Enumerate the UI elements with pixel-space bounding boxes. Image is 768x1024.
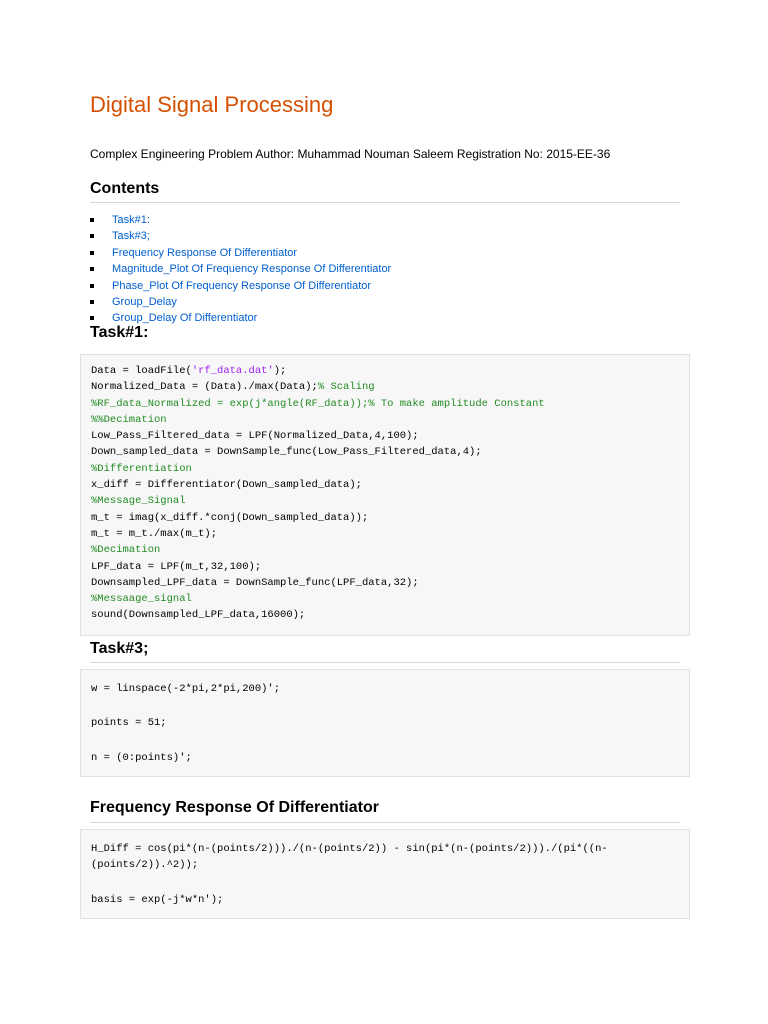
contents-heading: Contents — [90, 180, 160, 197]
code-line: Normalized_Data = (Data)./max(Data);% Scaling — [91, 381, 375, 394]
toc-item[interactable] — [90, 245, 391, 261]
section-heading-task3: Task#3; — [90, 640, 149, 657]
code-line: (points/2)).^2)); — [91, 859, 199, 872]
code-line: m_t = imag(x_diff.*conj(Down_sampled_data)); — [91, 511, 369, 524]
code-comment: %RF_data_Normalized = exp(j*angle(RF_data));% To make amplitude Constant — [91, 397, 545, 410]
code-line: n = (0:points)'; — [91, 751, 192, 764]
code-block-task3 — [80, 669, 690, 777]
code-line: x_diff = Differentiator(Down_sampled_data); — [91, 479, 362, 492]
bullet-icon — [90, 300, 94, 304]
code-line: Downsampled_LPF_data = DownSample_func(LPF_data,32); — [91, 576, 419, 589]
code-comment: %Messaage_signal — [91, 593, 192, 606]
toc-item[interactable] — [90, 212, 391, 228]
section-divider — [90, 822, 680, 823]
code-line: H_Diff = cos(pi*(n-(points/2)))./(n-(points/2)) - sin(pi*(n-(points/2)))./(pi*((n- — [91, 843, 608, 855]
bullet-icon — [90, 316, 94, 320]
toc-item[interactable] — [90, 278, 391, 294]
code-line: Down_sampled_data = DownSample_func(Low_Pass_Filtered_data,4); — [91, 446, 482, 459]
code-line: basis = exp(-j*w*n'); — [91, 893, 224, 906]
toc-link-magnitude-plot[interactable]: Magnitude_Plot Of Frequency Response Of Differentiator — [112, 263, 392, 276]
code-comment: %Differentiation — [91, 462, 192, 475]
toc-item[interactable] — [90, 294, 391, 310]
code-line: Data = loadFile('rf_data.dat'); — [91, 365, 287, 377]
code-comment: %Decimation — [91, 544, 161, 557]
bullet-icon — [90, 234, 94, 238]
bullet-icon — [90, 218, 94, 222]
code-block-frequency-response — [80, 829, 690, 919]
toc-item[interactable] — [90, 228, 391, 244]
code-line: LPF_data = LPF(m_t,32,100); — [91, 560, 262, 573]
section-divider — [90, 662, 680, 663]
toc-link-task1[interactable]: Task#1: — [112, 214, 150, 226]
contents-divider — [90, 202, 680, 203]
code-line: w = linspace(-2*pi,2*pi,200)'; — [91, 683, 281, 695]
intro-text: Complex Engineering Problem Author: Muhammad Nouman Saleem Registration No: 2015-EE-36 — [90, 147, 611, 161]
section-heading-frequency-response: Frequency Response Of Differentiator — [90, 799, 379, 816]
code-line: sound(Downsampled_LPF_data,16000); — [91, 609, 306, 622]
toc-link-phase-plot[interactable]: Phase_Plot Of Frequency Response Of Differentiator — [112, 279, 372, 292]
code-line: Low_Pass_Filtered_data = LPF(Normalized_Data,4,100); — [91, 430, 419, 443]
bullet-icon — [90, 251, 94, 255]
code-line: m_t = m_t./max(m_t); — [91, 527, 218, 540]
section-heading-task1: Task#1: — [90, 324, 149, 341]
page-title: Digital Signal Processing — [90, 92, 334, 117]
code-comment: %Message_Signal — [91, 495, 186, 508]
toc-item[interactable] — [90, 261, 391, 277]
code-comment: %%Decimation — [91, 413, 167, 426]
code-line: points = 51; — [91, 717, 167, 730]
bullet-icon — [90, 284, 94, 288]
toc-link-frequency-response[interactable]: Frequency Response Of Differentiator — [112, 246, 298, 259]
bullet-icon — [90, 267, 94, 271]
toc-link-task3[interactable]: Task#3; — [112, 230, 150, 243]
toc-link-group-delay[interactable]: Group_Delay — [112, 295, 177, 308]
code-block-task1 — [80, 354, 690, 636]
toc-link-group-delay-differentiator[interactable]: Group_Delay Of Differentiator — [112, 312, 258, 325]
table-of-contents — [90, 212, 391, 327]
